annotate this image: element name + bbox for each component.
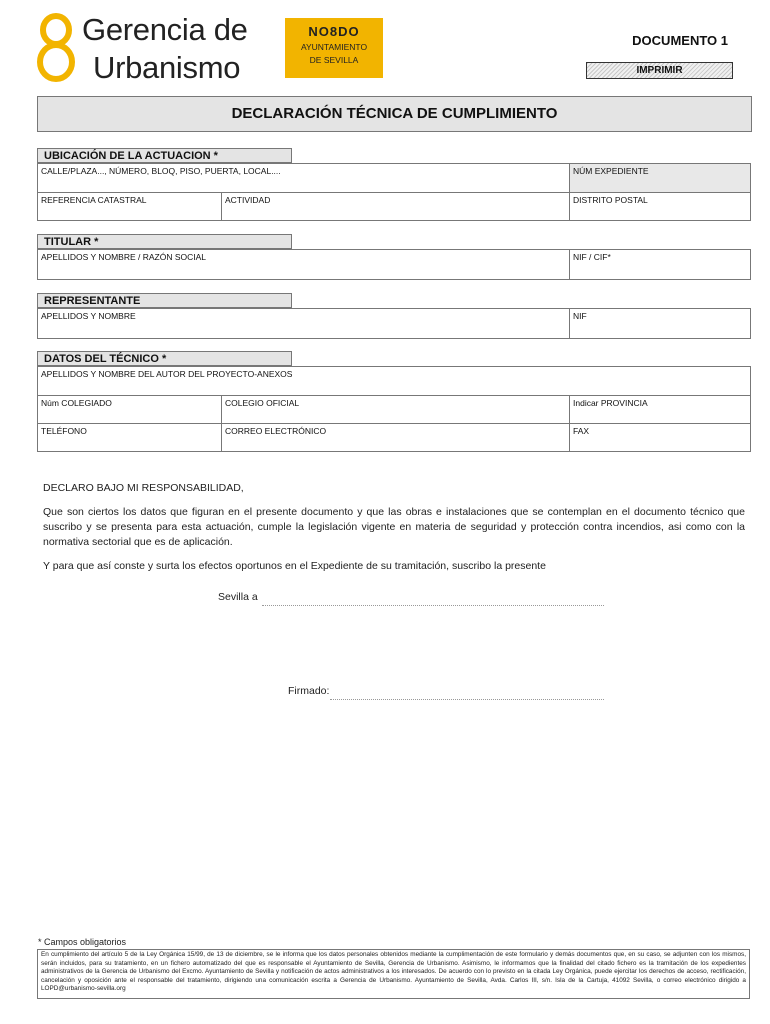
section-ubicacion-header: UBICACIÓN DE LA ACTUACION * xyxy=(37,148,292,163)
titular-name-field[interactable]: APELLIDOS Y NOMBRE / RAZÓN SOCIAL xyxy=(37,249,570,280)
colegio-oficial-field[interactable]: COLEGIO OFICIAL xyxy=(221,395,570,424)
seal-motto: NO8DO xyxy=(308,24,360,39)
postal-district-field[interactable]: DISTRITO POSTAL xyxy=(569,192,751,221)
telefono-field[interactable]: TELÉFONO xyxy=(37,423,222,452)
signature-label: Firmado: xyxy=(288,685,330,697)
section-representante-header: REPRESENTANTE xyxy=(37,293,292,308)
street-address-field[interactable]: CALLE/PLAZA..., NÚMERO, BLOQ, PISO, PUERTA, LOCAL.... xyxy=(37,163,570,193)
declaration-intro: DECLARO BAJO MI RESPONSABILIDAD, xyxy=(43,482,244,494)
titular-nif-field[interactable]: NIF / CIF* xyxy=(569,249,751,280)
seal-line-ayuntamiento: AYUNTAMIENTO xyxy=(300,42,368,52)
place-date-field[interactable] xyxy=(262,592,604,606)
expediente-number-field[interactable]: NÚM EXPEDIENTE xyxy=(569,163,751,193)
representante-name-field[interactable]: APELLIDOS Y NOMBRE xyxy=(37,308,570,339)
representante-nif-field[interactable]: NIF xyxy=(569,308,751,339)
section-tecnico-header: DATOS DEL TÉCNICO * xyxy=(37,351,292,366)
form-title: DECLARACIÓN TÉCNICA DE CUMPLIMIENTO xyxy=(37,96,752,132)
legal-notice: En cumplimiento del artículo 5 de la Ley Orgánica 15/99, de 13 de diciembre, se le informa que los datos personales obtenidos mediante la cumplimentación de este formulario y demás documentos que, en su caso, se adjunten con los mismos, serán incluidos, para su tratamiento, en un fichero automatizado del que es responsable el Ayuntamiento de Sevilla, Gerencia de Urbanismo. Asimismo, le informamos que la finalidad del citado fichero es la tramitación de los expedientes administrativos de la Gerencia de Urbanismo del Excmo. Ayuntamiento de Sevilla y notificación de actos administrativos a los interesados. De acuerdo con lo previsto en la citada Ley Orgánica, puede ejercitar los derechos de acceso, rectificación, cancelación y oposición ante el responsable del tratamiento, dirigiendo una comunicación escrita a Gerencia de Urbanismo. Ayuntamiento de Sevilla, Avda. Carlos III, s/n. Isla de la Cartuja, 41092 Sevilla, o correo electrónico dirigido a LOPD@urbanismo-sevilla.org xyxy=(37,949,750,999)
catastral-reference-field[interactable]: REFERENCIA CATASTRAL xyxy=(37,192,222,221)
brand-name-line1: Gerencia de xyxy=(82,12,248,47)
brand-name-line2: Urbanismo xyxy=(93,50,241,85)
print-button[interactable]: IMPRIMIR xyxy=(586,62,733,79)
signature-field[interactable] xyxy=(330,686,604,700)
tecnico-name-field[interactable]: APELLIDOS Y NOMBRE DEL AUTOR DEL PROYECTO-ANEXOS xyxy=(37,366,751,396)
gerencia-logo-icon xyxy=(36,12,76,82)
provincia-field[interactable]: Indicar PROVINCIA xyxy=(569,395,751,424)
declaration-body: Que son ciertos los datos que figuran en el presente documento y que las obras e instalaciones que se contemplan en el documento técnico que suscribo y se presenta para esta actuación, cumple la legislación vigente en materia de seguridad y protección contra incendios, asi como con la normativa sectorial que es de aplicación. xyxy=(43,506,745,548)
section-titular-header: TITULAR * xyxy=(37,234,292,249)
declaration-closing: Y para que así conste y surta los efectos oportunos en el Expediente de su tramitación, suscribo la presente xyxy=(43,560,546,572)
email-field[interactable]: CORREO ELECTRÓNICO xyxy=(221,423,570,452)
place-date-label: Sevilla a xyxy=(218,591,258,603)
seal-line-sevilla: DE SEVILLA xyxy=(309,55,359,65)
colegiado-number-field[interactable]: Núm COLEGIADO xyxy=(37,395,222,424)
activity-field[interactable]: ACTIVIDAD xyxy=(221,192,570,221)
document-label: DOCUMENTO 1 xyxy=(632,33,728,48)
ayuntamiento-seal xyxy=(285,18,383,78)
required-fields-note: * Campos obligatorios xyxy=(38,937,127,947)
fax-field[interactable]: FAX xyxy=(569,423,751,452)
